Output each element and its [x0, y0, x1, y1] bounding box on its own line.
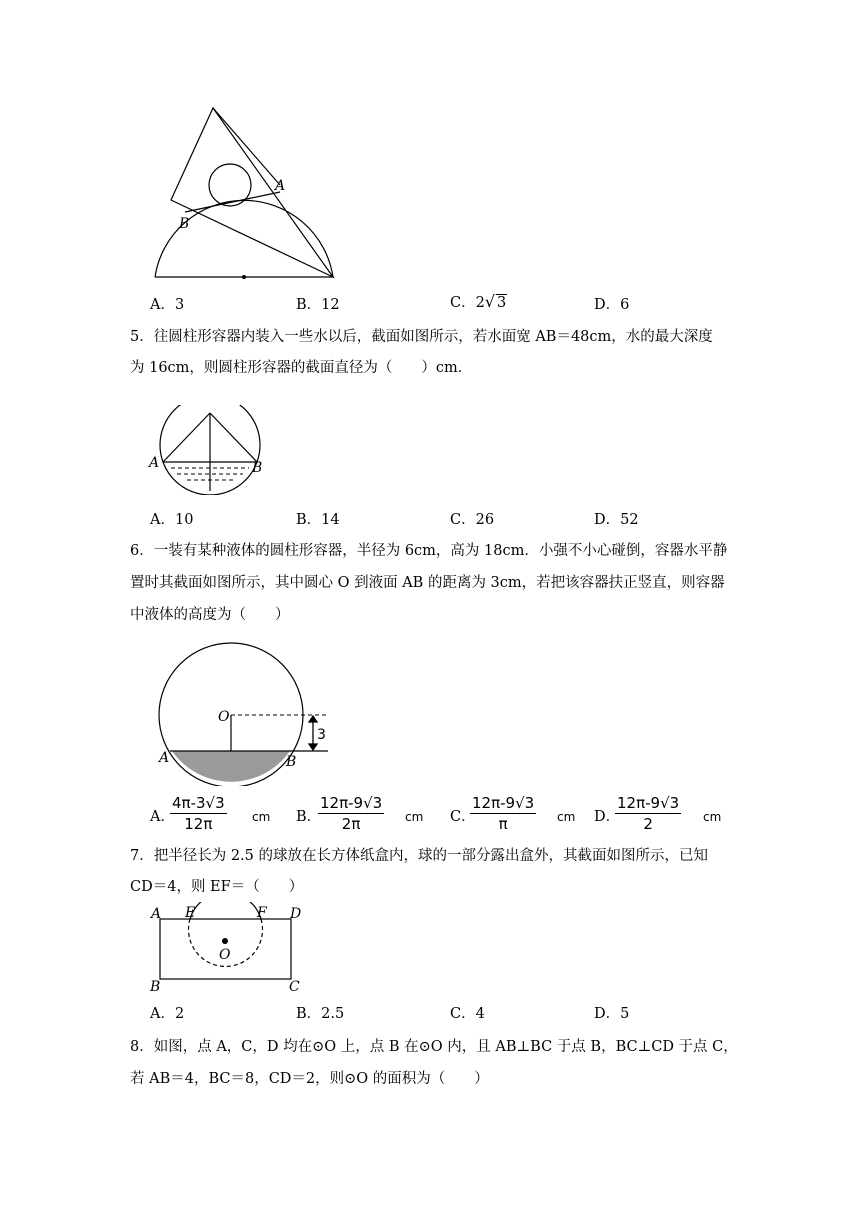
q6-stem-line3: 中液体的高度为（ ） [130, 607, 290, 623]
q6-option-b-fraction: $\frac{12\pi-9√3}{2\pi}$ [320, 794, 383, 833]
q7-label-c: C [289, 979, 300, 994]
q6-figure [150, 636, 340, 786]
q6-option-d-fraction: $\frac{12\pi-9√3}{2}$ [617, 794, 680, 833]
q7-stem-line2: CD＝4，则 EF＝（ ） [130, 879, 304, 895]
q8-stem-line1: 8．如图，点 A，C，D 均在⊙O 上，点 B 在⊙O 内，且 AB⊥BC 于点 B，BC⊥CD 于点 C， [130, 1039, 738, 1055]
q7-label-e: E [185, 905, 196, 921]
q7-label-f: F [257, 905, 267, 921]
q5-figure [145, 405, 275, 495]
q6-option-d-letter: D． [594, 809, 621, 825]
q7-label-b: B [150, 979, 161, 994]
q6-option-a-unit: cm [252, 810, 271, 824]
q4-figure [145, 100, 355, 285]
q7-stem-line1: 7．把半径长为 2.5 的球放在长方体纸盒内，球的一部分露出盒外，其截面如图所示，已知 [130, 848, 708, 864]
q6-option-b-unit: cm [405, 810, 424, 824]
q6-label-dist: 3 [317, 727, 326, 743]
q5-stem-line2: 为 16cm，则圆柱形容器的截面直径为（ ）cm． [130, 360, 473, 376]
q4-label-b: B [179, 216, 190, 232]
q4-option-b: B．12 [296, 297, 340, 313]
q5-stem-line1: 5．往圆柱形容器内装入一些水以后，截面如图所示，若水面宽 AB＝48cm，水的最大深度 [130, 329, 713, 345]
q6-label-b: B [286, 754, 297, 770]
q6-stem-line2: 置时其截面如图所示，其中圆心 O 到液面 AB 的距离为 3cm，若把该容器扶正竖直，则容器 [130, 575, 725, 591]
q7-label-a: A [151, 906, 162, 922]
q5-option-c: C．26 [450, 512, 495, 528]
q6-option-d-unit: cm [703, 810, 722, 824]
q5-label-a: A [149, 455, 160, 471]
q5-option-b: B．14 [296, 512, 340, 528]
q6-label-a: A [159, 750, 170, 766]
q6-option-c-letter: C． [450, 809, 476, 825]
q6-stem-line1: 6．一装有某种液体的圆柱形容器，半径为 6cm，高为 18cm．小强不小心碰倒，容器水平静 [130, 543, 728, 559]
q7-label-d: D [290, 906, 302, 922]
q7-option-c: C．4 [450, 1006, 485, 1022]
q6-option-c-unit: cm [557, 810, 576, 824]
q6-label-o: O [218, 709, 230, 725]
q6-option-b-letter: B． [296, 809, 322, 825]
q4-option-a: A．3 [150, 297, 185, 313]
q7-label-o: O [219, 947, 231, 963]
q5-option-a: A．10 [150, 512, 194, 528]
q5-label-b: B [252, 460, 263, 476]
q7-option-b: B．2.5 [296, 1006, 345, 1022]
q4-label-a: A [275, 178, 286, 194]
q7-option-d: D．5 [594, 1006, 630, 1022]
q7-figure [145, 902, 315, 994]
q8-stem-line2: 若 AB＝4，BC＝8，CD＝2，则⊙O 的面积为（ ） [130, 1071, 489, 1087]
q5-option-d: D．52 [594, 512, 639, 528]
q6-option-a-letter: A． [150, 809, 175, 825]
q4-option-c: C．2√ 3 [450, 292, 507, 311]
q4-option-d: D．6 [594, 297, 630, 313]
q6-option-a-fraction: $\frac{4\pi-3√3}{12\pi}$ [172, 794, 225, 833]
q6-option-c-fraction: $\frac{12\pi-9√3}{\pi}$ [472, 794, 535, 833]
q7-option-a: A．2 [150, 1006, 185, 1022]
